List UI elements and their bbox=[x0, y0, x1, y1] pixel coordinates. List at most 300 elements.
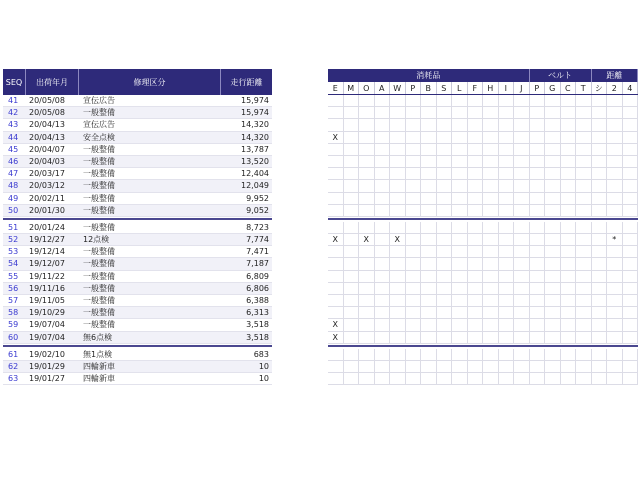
grid-cell[interactable] bbox=[483, 283, 499, 294]
grid-cell[interactable] bbox=[437, 271, 453, 282]
grid-cell[interactable] bbox=[344, 332, 360, 343]
grid-cell[interactable] bbox=[452, 205, 468, 216]
grid-cell[interactable] bbox=[406, 246, 422, 257]
grid-cell[interactable] bbox=[421, 156, 437, 167]
grid-cell[interactable] bbox=[545, 180, 561, 191]
grid-cell[interactable] bbox=[344, 132, 360, 143]
grid-cell[interactable] bbox=[359, 373, 375, 384]
grid-cell[interactable] bbox=[452, 156, 468, 167]
grid-cell[interactable] bbox=[406, 180, 422, 191]
grid-cell[interactable] bbox=[452, 107, 468, 118]
header-ship-date[interactable]: 出荷年月 bbox=[26, 69, 79, 95]
grid-cell[interactable] bbox=[328, 107, 344, 118]
grid-cell[interactable] bbox=[468, 180, 484, 191]
grid-cell[interactable] bbox=[483, 205, 499, 216]
grid-cell[interactable] bbox=[375, 222, 391, 233]
grid-cell[interactable] bbox=[576, 156, 592, 167]
grid-cell[interactable] bbox=[483, 144, 499, 155]
grid-cell[interactable] bbox=[592, 107, 608, 118]
grid-cell[interactable] bbox=[592, 349, 608, 360]
table-row[interactable] bbox=[3, 307, 272, 319]
grid-cell[interactable] bbox=[437, 193, 453, 204]
grid-cell[interactable] bbox=[483, 361, 499, 372]
grid-cell[interactable] bbox=[328, 373, 344, 384]
grid-cell[interactable] bbox=[437, 349, 453, 360]
grid-cell[interactable] bbox=[406, 349, 422, 360]
grid-cell[interactable] bbox=[576, 119, 592, 130]
grid-cell[interactable] bbox=[375, 95, 391, 106]
grid-cell[interactable]: * bbox=[607, 234, 623, 245]
grid-cell[interactable] bbox=[375, 107, 391, 118]
grid-cell[interactable] bbox=[359, 361, 375, 372]
grid-cell[interactable] bbox=[514, 107, 530, 118]
grid-cell[interactable] bbox=[623, 144, 639, 155]
grid-cell[interactable] bbox=[437, 234, 453, 245]
grid-cell[interactable] bbox=[592, 246, 608, 257]
grid-cell[interactable] bbox=[344, 361, 360, 372]
grid-cell[interactable] bbox=[623, 132, 639, 143]
grid-cell[interactable] bbox=[483, 168, 499, 179]
grid-cell[interactable] bbox=[530, 168, 546, 179]
table-row[interactable] bbox=[3, 180, 272, 192]
grid-cell[interactable] bbox=[421, 222, 437, 233]
grid-cell[interactable] bbox=[406, 222, 422, 233]
grid-cell[interactable] bbox=[607, 144, 623, 155]
grid-cell[interactable] bbox=[607, 271, 623, 282]
grid-cell[interactable] bbox=[530, 246, 546, 257]
grid-cell[interactable] bbox=[468, 168, 484, 179]
grid-cell[interactable] bbox=[483, 132, 499, 143]
grid-cell[interactable] bbox=[499, 180, 515, 191]
grid-cell[interactable] bbox=[561, 180, 577, 191]
grid-cell[interactable] bbox=[359, 193, 375, 204]
grid-cell[interactable] bbox=[576, 307, 592, 318]
grid-cell[interactable] bbox=[499, 168, 515, 179]
grid-cell[interactable] bbox=[576, 319, 592, 330]
grid-cell[interactable] bbox=[623, 107, 639, 118]
grid-cell[interactable] bbox=[406, 373, 422, 384]
grid-cell[interactable]: X bbox=[328, 319, 344, 330]
grid-cell[interactable] bbox=[499, 361, 515, 372]
grid-cell[interactable] bbox=[468, 119, 484, 130]
grid-cell[interactable] bbox=[468, 258, 484, 269]
grid-cell[interactable] bbox=[452, 95, 468, 106]
grid-cell[interactable] bbox=[468, 271, 484, 282]
grid-cell[interactable] bbox=[576, 95, 592, 106]
grid-cell[interactable] bbox=[375, 156, 391, 167]
grid-cell[interactable] bbox=[390, 332, 406, 343]
grid-cell[interactable] bbox=[623, 258, 639, 269]
grid-cell[interactable] bbox=[545, 307, 561, 318]
grid-cell[interactable] bbox=[607, 319, 623, 330]
grid-cell[interactable] bbox=[607, 95, 623, 106]
grid-cell[interactable] bbox=[406, 132, 422, 143]
grid-cell[interactable] bbox=[421, 271, 437, 282]
grid-cell[interactable] bbox=[576, 168, 592, 179]
grid-cell[interactable] bbox=[406, 144, 422, 155]
grid-cell[interactable] bbox=[545, 295, 561, 306]
grid-cell[interactable] bbox=[437, 168, 453, 179]
grid-cell[interactable] bbox=[344, 156, 360, 167]
grid-cell[interactable] bbox=[514, 283, 530, 294]
grid-cell[interactable] bbox=[483, 246, 499, 257]
grid-cell[interactable] bbox=[545, 349, 561, 360]
grid-cell[interactable] bbox=[375, 193, 391, 204]
grid-cell[interactable] bbox=[437, 246, 453, 257]
grid-cell[interactable] bbox=[623, 361, 639, 372]
grid-cell[interactable] bbox=[375, 295, 391, 306]
grid-cell[interactable] bbox=[514, 144, 530, 155]
grid-cell[interactable] bbox=[530, 95, 546, 106]
grid-cell[interactable] bbox=[592, 193, 608, 204]
grid-cell[interactable] bbox=[592, 258, 608, 269]
grid-cell[interactable] bbox=[592, 295, 608, 306]
grid-cell[interactable] bbox=[499, 222, 515, 233]
grid-cell[interactable] bbox=[452, 234, 468, 245]
grid-cell[interactable] bbox=[437, 307, 453, 318]
grid-cell[interactable] bbox=[514, 295, 530, 306]
grid-cell[interactable] bbox=[328, 180, 344, 191]
grid-cell[interactable] bbox=[607, 373, 623, 384]
grid-cell[interactable] bbox=[514, 319, 530, 330]
grid-cell[interactable] bbox=[576, 258, 592, 269]
grid-cell[interactable] bbox=[390, 246, 406, 257]
grid-cell[interactable] bbox=[530, 180, 546, 191]
grid-cell[interactable] bbox=[452, 307, 468, 318]
grid-cell[interactable] bbox=[545, 144, 561, 155]
table-row[interactable] bbox=[3, 361, 272, 373]
grid-cell[interactable] bbox=[468, 234, 484, 245]
grid-cell[interactable] bbox=[390, 156, 406, 167]
grid-cell[interactable] bbox=[623, 319, 639, 330]
table-row[interactable] bbox=[3, 156, 272, 168]
grid-cell[interactable] bbox=[375, 307, 391, 318]
grid-cell[interactable] bbox=[561, 295, 577, 306]
table-row[interactable] bbox=[3, 193, 272, 205]
grid-cell[interactable] bbox=[561, 361, 577, 372]
grid-cell[interactable] bbox=[514, 332, 530, 343]
grid-cell[interactable] bbox=[375, 361, 391, 372]
grid-cell[interactable] bbox=[406, 205, 422, 216]
table-row[interactable] bbox=[3, 168, 272, 180]
grid-cell[interactable] bbox=[623, 373, 639, 384]
grid-cell[interactable] bbox=[576, 144, 592, 155]
grid-cell[interactable] bbox=[344, 144, 360, 155]
grid-cell[interactable] bbox=[576, 283, 592, 294]
grid-cell[interactable] bbox=[375, 283, 391, 294]
grid-cell[interactable] bbox=[437, 295, 453, 306]
table-row[interactable] bbox=[3, 246, 272, 258]
grid-cell[interactable] bbox=[499, 107, 515, 118]
table-row[interactable] bbox=[3, 95, 272, 107]
grid-cell[interactable] bbox=[468, 361, 484, 372]
grid-cell[interactable] bbox=[421, 193, 437, 204]
grid-cell[interactable] bbox=[452, 332, 468, 343]
grid-cell[interactable] bbox=[421, 283, 437, 294]
grid-cell[interactable]: X bbox=[359, 234, 375, 245]
grid-cell[interactable] bbox=[328, 361, 344, 372]
grid-cell[interactable] bbox=[421, 332, 437, 343]
grid-cell[interactable] bbox=[375, 119, 391, 130]
grid-cell[interactable] bbox=[359, 132, 375, 143]
grid-cell[interactable] bbox=[592, 332, 608, 343]
grid-cell[interactable] bbox=[375, 168, 391, 179]
table-row[interactable] bbox=[3, 222, 272, 234]
grid-cell[interactable] bbox=[359, 258, 375, 269]
grid-cell[interactable] bbox=[561, 132, 577, 143]
grid-cell[interactable] bbox=[530, 144, 546, 155]
table-row[interactable] bbox=[3, 144, 272, 156]
grid-cell[interactable] bbox=[514, 373, 530, 384]
grid-cell[interactable] bbox=[530, 373, 546, 384]
grid-cell[interactable] bbox=[592, 222, 608, 233]
grid-cell[interactable] bbox=[359, 319, 375, 330]
grid-cell[interactable] bbox=[561, 193, 577, 204]
grid-cell[interactable] bbox=[468, 349, 484, 360]
grid-cell[interactable] bbox=[483, 107, 499, 118]
grid-cell[interactable] bbox=[375, 132, 391, 143]
grid-cell[interactable] bbox=[576, 332, 592, 343]
table-row[interactable] bbox=[3, 332, 272, 344]
grid-cell[interactable] bbox=[530, 271, 546, 282]
grid-cell[interactable] bbox=[468, 307, 484, 318]
grid-cell[interactable] bbox=[390, 193, 406, 204]
grid-cell[interactable] bbox=[623, 205, 639, 216]
grid-cell[interactable] bbox=[344, 95, 360, 106]
grid-cell[interactable] bbox=[592, 132, 608, 143]
grid-cell[interactable] bbox=[390, 361, 406, 372]
grid-cell[interactable] bbox=[483, 295, 499, 306]
grid-cell[interactable] bbox=[375, 246, 391, 257]
grid-cell[interactable] bbox=[607, 258, 623, 269]
grid-cell[interactable] bbox=[561, 349, 577, 360]
grid-cell[interactable] bbox=[452, 319, 468, 330]
grid-cell[interactable] bbox=[328, 205, 344, 216]
grid-cell[interactable] bbox=[623, 295, 639, 306]
grid-cell[interactable] bbox=[375, 349, 391, 360]
grid-cell[interactable] bbox=[607, 193, 623, 204]
grid-cell[interactable] bbox=[592, 95, 608, 106]
grid-cell[interactable] bbox=[623, 283, 639, 294]
grid-cell[interactable] bbox=[390, 349, 406, 360]
grid-cell[interactable] bbox=[328, 156, 344, 167]
grid-cell[interactable] bbox=[623, 193, 639, 204]
grid-cell[interactable] bbox=[514, 132, 530, 143]
grid-cell[interactable] bbox=[545, 168, 561, 179]
header-repair-type[interactable]: 修理区分 bbox=[79, 69, 221, 95]
table-row[interactable] bbox=[3, 373, 272, 385]
grid-cell[interactable] bbox=[390, 283, 406, 294]
grid-cell[interactable] bbox=[452, 132, 468, 143]
grid-cell[interactable] bbox=[406, 107, 422, 118]
grid-cell[interactable] bbox=[437, 132, 453, 143]
grid-cell[interactable] bbox=[514, 205, 530, 216]
grid-cell[interactable] bbox=[375, 144, 391, 155]
grid-cell[interactable] bbox=[530, 361, 546, 372]
grid-cell[interactable] bbox=[452, 349, 468, 360]
grid-cell[interactable] bbox=[514, 180, 530, 191]
grid-cell[interactable] bbox=[576, 234, 592, 245]
grid-cell[interactable] bbox=[576, 107, 592, 118]
grid-cell[interactable] bbox=[483, 156, 499, 167]
grid-cell[interactable] bbox=[359, 95, 375, 106]
grid-cell[interactable] bbox=[592, 283, 608, 294]
grid-cell[interactable] bbox=[483, 332, 499, 343]
grid-cell[interactable] bbox=[514, 95, 530, 106]
grid-cell[interactable] bbox=[607, 222, 623, 233]
grid-cell[interactable] bbox=[576, 205, 592, 216]
grid-cell[interactable] bbox=[576, 193, 592, 204]
grid-cell[interactable] bbox=[359, 144, 375, 155]
grid-cell[interactable] bbox=[375, 373, 391, 384]
grid-cell[interactable] bbox=[576, 295, 592, 306]
grid-cell[interactable] bbox=[452, 168, 468, 179]
grid-cell[interactable] bbox=[623, 156, 639, 167]
grid-cell[interactable] bbox=[421, 132, 437, 143]
grid-cell[interactable] bbox=[483, 222, 499, 233]
grid-cell[interactable] bbox=[607, 283, 623, 294]
grid-cell[interactable] bbox=[359, 307, 375, 318]
grid-cell[interactable] bbox=[545, 193, 561, 204]
grid-cell[interactable] bbox=[437, 156, 453, 167]
grid-cell[interactable] bbox=[530, 319, 546, 330]
grid-cell[interactable] bbox=[576, 349, 592, 360]
grid-cell[interactable] bbox=[592, 319, 608, 330]
grid-cell[interactable] bbox=[561, 107, 577, 118]
grid-cell[interactable] bbox=[468, 222, 484, 233]
grid-cell[interactable] bbox=[359, 119, 375, 130]
grid-cell[interactable] bbox=[576, 246, 592, 257]
grid-cell[interactable] bbox=[623, 119, 639, 130]
grid-cell[interactable] bbox=[344, 373, 360, 384]
grid-cell[interactable] bbox=[437, 319, 453, 330]
grid-cell[interactable] bbox=[592, 271, 608, 282]
grid-cell[interactable] bbox=[576, 373, 592, 384]
grid-cell[interactable] bbox=[514, 193, 530, 204]
grid-cell[interactable] bbox=[592, 119, 608, 130]
grid-cell[interactable] bbox=[607, 307, 623, 318]
grid-cell[interactable] bbox=[328, 295, 344, 306]
grid-cell[interactable] bbox=[452, 258, 468, 269]
grid-cell[interactable] bbox=[483, 373, 499, 384]
grid-cell[interactable] bbox=[561, 319, 577, 330]
table-row[interactable] bbox=[3, 283, 272, 295]
grid-cell[interactable] bbox=[561, 119, 577, 130]
grid-cell[interactable] bbox=[344, 222, 360, 233]
grid-cell[interactable] bbox=[468, 246, 484, 257]
grid-cell[interactable] bbox=[375, 205, 391, 216]
grid-cell[interactable] bbox=[499, 132, 515, 143]
grid-cell[interactable] bbox=[561, 144, 577, 155]
grid-cell[interactable] bbox=[375, 180, 391, 191]
grid-cell[interactable] bbox=[359, 168, 375, 179]
grid-cell[interactable] bbox=[452, 271, 468, 282]
grid-cell[interactable] bbox=[359, 295, 375, 306]
grid-cell[interactable] bbox=[328, 271, 344, 282]
grid-cell[interactable] bbox=[514, 258, 530, 269]
grid-cell[interactable] bbox=[499, 95, 515, 106]
grid-cell[interactable] bbox=[514, 234, 530, 245]
grid-cell[interactable] bbox=[421, 119, 437, 130]
grid-cell[interactable] bbox=[499, 156, 515, 167]
grid-cell[interactable] bbox=[561, 205, 577, 216]
table-row[interactable] bbox=[3, 132, 272, 144]
grid-cell[interactable] bbox=[530, 349, 546, 360]
grid-cell[interactable] bbox=[561, 271, 577, 282]
grid-cell[interactable] bbox=[406, 295, 422, 306]
grid-cell[interactable] bbox=[530, 119, 546, 130]
grid-cell[interactable] bbox=[592, 180, 608, 191]
grid-cell[interactable] bbox=[561, 258, 577, 269]
grid-cell[interactable] bbox=[592, 373, 608, 384]
grid-cell[interactable] bbox=[328, 246, 344, 257]
grid-cell[interactable] bbox=[328, 283, 344, 294]
grid-cell[interactable] bbox=[607, 295, 623, 306]
grid-cell[interactable] bbox=[437, 332, 453, 343]
grid-cell[interactable] bbox=[499, 295, 515, 306]
grid-cell[interactable] bbox=[576, 222, 592, 233]
grid-cell[interactable] bbox=[406, 332, 422, 343]
grid-cell[interactable] bbox=[452, 193, 468, 204]
grid-cell[interactable] bbox=[406, 234, 422, 245]
grid-cell[interactable] bbox=[406, 271, 422, 282]
grid-cell[interactable] bbox=[483, 307, 499, 318]
grid-cell[interactable] bbox=[514, 168, 530, 179]
grid-cell[interactable] bbox=[344, 319, 360, 330]
grid-cell[interactable] bbox=[561, 307, 577, 318]
grid-cell[interactable] bbox=[452, 222, 468, 233]
grid-cell[interactable] bbox=[359, 222, 375, 233]
grid-cell[interactable] bbox=[514, 307, 530, 318]
grid-cell[interactable] bbox=[623, 349, 639, 360]
grid-cell[interactable] bbox=[406, 95, 422, 106]
grid-cell[interactable] bbox=[406, 258, 422, 269]
grid-cell[interactable] bbox=[483, 95, 499, 106]
grid-cell[interactable] bbox=[390, 295, 406, 306]
grid-cell[interactable] bbox=[328, 222, 344, 233]
grid-cell[interactable] bbox=[561, 246, 577, 257]
grid-cell[interactable] bbox=[545, 373, 561, 384]
grid-cell[interactable] bbox=[390, 107, 406, 118]
grid-cell[interactable] bbox=[375, 332, 391, 343]
grid-cell[interactable] bbox=[406, 361, 422, 372]
grid-cell[interactable] bbox=[421, 180, 437, 191]
grid-cell[interactable] bbox=[437, 180, 453, 191]
grid-cell[interactable] bbox=[592, 361, 608, 372]
grid-cell[interactable] bbox=[607, 361, 623, 372]
grid-cell[interactable] bbox=[499, 234, 515, 245]
grid-cell[interactable] bbox=[344, 107, 360, 118]
table-row[interactable] bbox=[3, 271, 272, 283]
grid-cell[interactable] bbox=[390, 373, 406, 384]
grid-cell[interactable] bbox=[545, 222, 561, 233]
grid-cell[interactable] bbox=[545, 319, 561, 330]
table-row[interactable] bbox=[3, 234, 272, 246]
grid-cell[interactable] bbox=[406, 156, 422, 167]
grid-cell[interactable] bbox=[561, 168, 577, 179]
grid-cell[interactable] bbox=[452, 361, 468, 372]
grid-cell[interactable] bbox=[390, 258, 406, 269]
grid-cell[interactable] bbox=[406, 193, 422, 204]
grid-cell[interactable] bbox=[514, 156, 530, 167]
grid-cell[interactable] bbox=[623, 180, 639, 191]
grid-cell[interactable] bbox=[468, 107, 484, 118]
grid-cell[interactable] bbox=[359, 205, 375, 216]
grid-cell[interactable] bbox=[530, 258, 546, 269]
grid-cell[interactable] bbox=[468, 144, 484, 155]
grid-cell[interactable] bbox=[359, 283, 375, 294]
grid-cell[interactable] bbox=[328, 258, 344, 269]
